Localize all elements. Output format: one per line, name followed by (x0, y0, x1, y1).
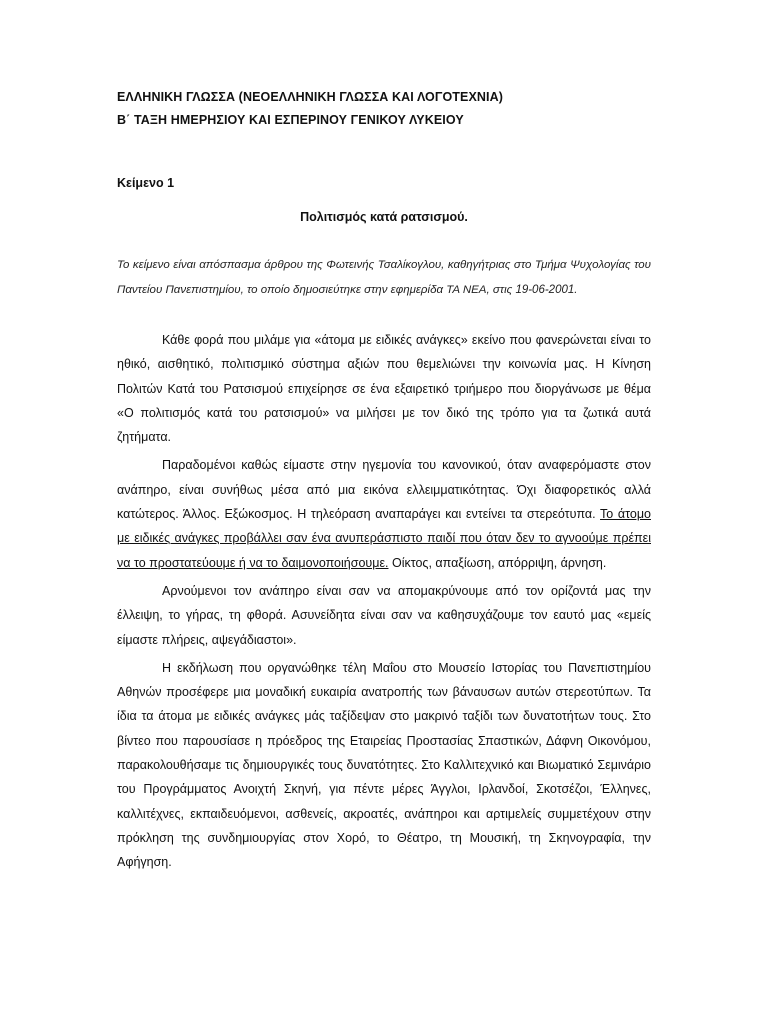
paragraph-2 (117, 453, 651, 574)
paragraph-4: Η εκδήλωση που οργανώθηκε τέλη Μαΐου στο Μουσείο Ιστορίας του Πανεπιστημίου Αθηνών προσέφερε μια μοναδική ευκαιρία ανατροπής των βάναυσων αυτών στερεοτύπων. Τα ίδια τα άτομα με ειδικές ανάγκες μάς ταξίδεψαν στο μακρινό ταξίδι των δυνατοτήτων τους. Στο βίντεο που παρουσίασε η πρόεδρος της Εταιρείας Προστασίας Σπαστικών, Δάφνη Οικονόμου, παρακολουθήσαμε τις δημιουργικές τους δυνατότητες. Στο Καλλιτεχνικό και Βιωματικό Σεμινάριο του Προγράμματος Ανοιχτή Σκηνή, για πέντε μέρες Άγγλοι, Ιρλανδοί, Σκοτσέζοι, Έλληνες, καλλιτέχνες, εκπαιδευόμενοι, ασθενείς, ακροατές, ανάπηροι και αρτιμελείς συμμετέχουν στην πρόκληση της συνδημιουργίας στον Χορό, το Θέατρο, τη Μουσική, τη Σκηνογραφία, την Αφήγηση. (117, 660, 651, 870)
grade-heading: Β΄ ΤΑΞΗ ΗΜΕΡΗΣΙΟΥ ΚΑΙ ΕΣΠΕΡΙΝΟΥ ΓΕΝΙΚΟΥ ΛΥΚΕΙΟΥ (117, 113, 464, 127)
paragraph-3: Αρνούμενοι τον ανάπηρο είναι σαν να απομακρύνουμε από τον ορίζοντά μας την έλλειψη, το γήρας, τη φθορά. Ασυνείδητα είναι σαν να καθησυχάζουμε τον εαυτό μας «εμείς είμαστε πλήρεις, αψεγάδιαστοι». (117, 583, 651, 647)
source-note: Το κείμενο είναι απόσπασμα άρθρου της Φωτεινής Τσαλίκογλου, καθηγήτριας στο Τμήμα Ψυχολογίας του Παντείου Πανεπιστημίου, το οποίο δημοσιεύτηκε στην εφημερίδα ΤΑ ΝΕΑ, στις 19-06-2001. (117, 259, 651, 296)
underlined-sentence: Το άτομο με ειδικές ανάγκες προβάλλει σαν ένα ανυπεράσπιστο παιδί που όταν δεν το αγνοούμε πρέπει να το προστατεύουμε ή να το δαιμονοποιήσουμε. (117, 507, 651, 570)
paragraph-2-end: Οίκτος, απαξίωση, απόρριψη, άρνηση. (391, 555, 607, 570)
section-label: Κείμενο 1 (117, 176, 175, 190)
article-body (117, 328, 651, 875)
paragraph-2-start: Παραδομένοι καθώς είμαστε στην ηγεμονία του κανονικού, όταν αναφερόμαστε στον ανάπηρο, είναι συνήθως μέσα από μια εικόνα ελλειμματικότητας. Όχι διαφορετικός αλλά κατώτερος. Άλλος. Εξώκοσμος. Η τηλεόραση αναπαράγει και εντείνει τα στερεότυπα. (117, 458, 651, 522)
course-heading: ΕΛΛΗΝΙΚΗ ΓΛΩΣΣΑ (ΝΕΟΕΛΛΗΝΙΚΗ ΓΛΩΣΣΑ ΚΑΙ ΛΟΓΟΤΕΧΝΙΑ) (117, 90, 504, 104)
paragraph-1: Κάθε φορά που μιλάμε για «άτομα με ειδικές ανάγκες» εκείνο που φανερώνεται είναι το ηθικό, αισθητικό, πολιτισμικό σύστημα αξιών που θεμελιώνει την κοινωνία μας. Η Κίνηση Πολιτών Κατά του Ρατσισμού επιχείρησε σε ένα εξαιρετικό τριήμερο που διοργάνωσε με θέμα «Ο πολιτισμός κατά του ρατσισμού» να μιλήσει με τον δικό της τρόπο για τα ζωτικά αυτά ζητήματα. (117, 333, 651, 445)
article-title: Πολιτισμός κατά ρατσισμού. (300, 210, 468, 224)
